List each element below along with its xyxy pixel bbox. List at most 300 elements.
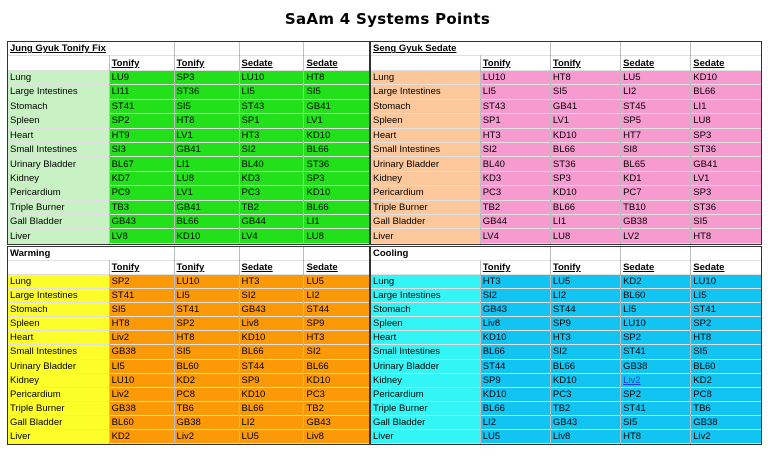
organ-label: Small Intestines (8, 345, 109, 359)
points-table (371, 42, 761, 244)
point-cell: KD2 (621, 275, 691, 289)
column-header: Tonify (550, 56, 620, 70)
point-cell: TB6 (691, 401, 761, 415)
blank-cell (371, 261, 480, 275)
organ-label: Pericardium (8, 186, 109, 200)
organ-label: Gall Bladder (8, 415, 109, 429)
column-header-row (371, 261, 761, 275)
point-cell: BL40 (480, 157, 550, 171)
point-cell: GB38 (621, 215, 691, 229)
table-row (371, 387, 761, 401)
point-cell: SP9 (304, 317, 369, 331)
point-cell: KD7 (109, 171, 174, 185)
section-jung-gyuk-tonify-fix (7, 41, 370, 245)
point-cell: KD10 (480, 331, 550, 345)
point-cell: SP3 (174, 70, 239, 84)
point-cell: KD2 (174, 373, 239, 387)
point-cell: GB43 (304, 415, 369, 429)
point-cell: LI2 (550, 289, 620, 303)
point-cell: LV8 (109, 229, 174, 244)
point-cell: SP2 (174, 317, 239, 331)
point-cell: BL66 (691, 85, 761, 99)
point-cell: BL66 (304, 200, 369, 214)
point-cell: BL67 (109, 157, 174, 171)
point-cell: KD3 (480, 171, 550, 185)
point-cell: BL66 (174, 215, 239, 229)
point-cell: TB6 (174, 401, 239, 415)
table-row (371, 171, 761, 185)
point-cell: Liv8 (304, 429, 369, 443)
column-header: Sedate (621, 56, 691, 70)
organ-label: Spleen (8, 317, 109, 331)
point-cell: SI8 (621, 142, 691, 156)
section-title: Jung Gyuk Tonify Fix (8, 42, 174, 56)
point-cell: PC9 (109, 186, 174, 200)
table-row (8, 289, 369, 303)
blank-cell (550, 247, 620, 261)
point-cell: SP1 (480, 114, 550, 128)
organ-label: Lung (371, 70, 480, 84)
point-link[interactable]: Liv2 (623, 374, 641, 386)
blank-cell (371, 56, 480, 70)
organ-label: Large Intestines (8, 85, 109, 99)
table-row (8, 142, 369, 156)
point-cell: GB38 (174, 415, 239, 429)
organ-label: Heart (371, 128, 480, 142)
point-cell: HT7 (621, 128, 691, 142)
point-cell: LU5 (621, 70, 691, 84)
point-cell: PC3 (239, 186, 304, 200)
table-row (371, 401, 761, 415)
point-cell: LI2 (480, 415, 550, 429)
table-row (371, 303, 761, 317)
table-row (371, 186, 761, 200)
point-cell: LI1 (304, 215, 369, 229)
table-row (371, 85, 761, 99)
point-cell: KD3 (239, 171, 304, 185)
organ-label: Kidney (371, 373, 480, 387)
table-row (8, 229, 369, 244)
point-cell: LU8 (691, 114, 761, 128)
organ-label: Urinary Bladder (371, 359, 480, 373)
point-cell: ST41 (109, 289, 174, 303)
point-cell: SI2 (239, 289, 304, 303)
organ-label: Liver (371, 429, 480, 443)
column-header: Tonify (109, 261, 174, 275)
point-cell: SP2 (109, 275, 174, 289)
point-cell: LV1 (304, 114, 369, 128)
table-row (371, 229, 761, 244)
point-cell: SI2 (480, 142, 550, 156)
point-cell: BL66 (550, 359, 620, 373)
organ-label: Stomach (371, 99, 480, 113)
point-cell: SI5 (174, 345, 239, 359)
point-cell: SP2 (691, 317, 761, 331)
point-cell: SP5 (621, 114, 691, 128)
point-cell: TB3 (109, 200, 174, 214)
column-header: Sedate (621, 261, 691, 275)
point-cell: GB38 (691, 415, 761, 429)
point-cell: Liv2 (109, 387, 174, 401)
table-row (8, 215, 369, 229)
point-cell: GB38 (109, 345, 174, 359)
point-cell: ST36 (174, 85, 239, 99)
point-cell: LV1 (691, 171, 761, 185)
blank-cell (174, 42, 239, 56)
table-row (8, 114, 369, 128)
column-header-row (371, 56, 761, 70)
blank-cell (239, 42, 304, 56)
organ-label: Gall Bladder (371, 215, 480, 229)
organ-label: Large Intestines (8, 289, 109, 303)
point-cell: SI3 (109, 142, 174, 156)
point-cell: HT8 (691, 331, 761, 345)
table-row (371, 275, 761, 289)
point-cell: TB2 (480, 200, 550, 214)
point-cell: KD2 (109, 429, 174, 443)
point-cell: HT8 (550, 70, 620, 84)
point-cell: HT8 (304, 70, 369, 84)
table-row (8, 70, 369, 84)
organ-label: Gall Bladder (371, 415, 480, 429)
blank-cell (304, 247, 369, 261)
organ-label: Small Intestines (371, 142, 480, 156)
table-row (8, 85, 369, 99)
table-row (8, 99, 369, 113)
point-cell: ST36 (550, 157, 620, 171)
point-cell: HT3 (480, 275, 550, 289)
point-cell: HT8 (174, 331, 239, 345)
point-cell: PC3 (480, 186, 550, 200)
organ-label: Stomach (8, 99, 109, 113)
column-header: Sedate (239, 56, 304, 70)
point-cell: KD2 (691, 373, 761, 387)
point-cell: Liv2 (691, 429, 761, 443)
blank-cell (621, 247, 691, 261)
point-cell: GB44 (239, 215, 304, 229)
point-cell: Liv8 (480, 317, 550, 331)
point-cell: BL60 (691, 359, 761, 373)
point-cell: ST44 (480, 359, 550, 373)
table-row (371, 373, 761, 387)
section-seng-gyuk-sedate (370, 41, 762, 245)
blank-cell (550, 42, 620, 56)
organ-label: Lung (371, 275, 480, 289)
organ-label: Pericardium (371, 186, 480, 200)
point-cell: HT3 (304, 331, 369, 345)
point-cell: BL60 (174, 359, 239, 373)
column-header: Tonify (480, 261, 550, 275)
point-cell: Liv8 (239, 317, 304, 331)
organ-label: Triple Burner (8, 200, 109, 214)
point-cell: GB43 (109, 215, 174, 229)
organ-label: Kidney (8, 171, 109, 185)
point-cell: SP3 (550, 171, 620, 185)
point-cell: ST45 (621, 99, 691, 113)
point-cell: LI5 (480, 85, 550, 99)
point-cell: LI5 (109, 359, 174, 373)
point-cell: ST36 (304, 157, 369, 171)
point-cell: Liv8 (550, 429, 620, 443)
column-header: Sedate (304, 56, 369, 70)
point-cell: LU8 (174, 171, 239, 185)
section-title-row (371, 247, 761, 261)
point-cell: SP9 (480, 373, 550, 387)
organ-label: Small Intestines (371, 345, 480, 359)
point-cell: KD10 (550, 128, 620, 142)
point-cell: BL40 (239, 157, 304, 171)
point-cell: LV4 (239, 229, 304, 244)
point-cell: LI2 (239, 415, 304, 429)
point-cell: LV1 (550, 114, 620, 128)
point-cell: TB10 (621, 200, 691, 214)
point-cell: GB41 (691, 157, 761, 171)
organ-label: Large Intestines (371, 85, 480, 99)
point-cell: TB2 (304, 401, 369, 415)
point-cell: LI5 (174, 289, 239, 303)
point-cell: ST36 (691, 200, 761, 214)
point-cell: SP2 (621, 331, 691, 345)
point-cell: SI2 (239, 142, 304, 156)
table-row (371, 317, 761, 331)
blank-cell (8, 56, 109, 70)
point-cell: LI2 (304, 289, 369, 303)
section-title-row (371, 42, 761, 56)
organ-label: Spleen (371, 317, 480, 331)
column-header-row (8, 261, 369, 275)
table-row (371, 289, 761, 303)
table-row (371, 128, 761, 142)
point-cell: SI5 (691, 215, 761, 229)
point-cell: LI1 (691, 99, 761, 113)
table-row (8, 401, 369, 415)
point-cell: Liv2 (109, 331, 174, 345)
organ-label: Pericardium (8, 387, 109, 401)
point-cell: BL66 (480, 345, 550, 359)
point-cell: SI2 (550, 345, 620, 359)
point-cell: HT8 (109, 317, 174, 331)
point-cell: SP1 (239, 114, 304, 128)
page-title: SaAm 4 Systems Points (284, 10, 491, 28)
blank-cell (239, 247, 304, 261)
column-header: Tonify (109, 56, 174, 70)
point-cell: KD10 (304, 128, 369, 142)
section-warming (7, 246, 370, 445)
point-cell: KD10 (550, 373, 620, 387)
point-cell: BL66 (304, 142, 369, 156)
point-cell: BL66 (550, 142, 620, 156)
column-header: Tonify (174, 56, 239, 70)
section-title: Seng Gyuk Sedate (371, 42, 550, 56)
point-cell: LU5 (480, 429, 550, 443)
organ-label: Heart (8, 128, 109, 142)
table-row (371, 345, 761, 359)
table-row (371, 157, 761, 171)
point-cell: PC3 (550, 387, 620, 401)
point-cell: LU10 (109, 373, 174, 387)
point-cell: PC3 (304, 387, 369, 401)
organ-label: Liver (8, 429, 109, 443)
column-header: Sedate (691, 261, 761, 275)
table-row (8, 303, 369, 317)
table-row (371, 215, 761, 229)
table-row (8, 186, 369, 200)
table-row (371, 99, 761, 113)
table-row (371, 200, 761, 214)
table-row (8, 331, 369, 345)
point-cell: LU10 (621, 317, 691, 331)
organ-label: Triple Burner (371, 200, 480, 214)
point-cell: LI2 (621, 85, 691, 99)
point-cell: Liv2 (174, 429, 239, 443)
point-cell: SP2 (109, 114, 174, 128)
point-cell: KD10 (304, 186, 369, 200)
table-row (8, 429, 369, 443)
organ-label: Urinary Bladder (371, 157, 480, 171)
point-cell: SI2 (304, 345, 369, 359)
point-cell: LV4 (480, 229, 550, 244)
column-header: Sedate (304, 261, 369, 275)
table-row (8, 387, 369, 401)
point-cell: KD10 (304, 373, 369, 387)
column-header: Sedate (239, 261, 304, 275)
point-cell: LU10 (480, 70, 550, 84)
point-cell: TB2 (550, 401, 620, 415)
point-cell: LI5 (691, 289, 761, 303)
point-cell: SI2 (480, 289, 550, 303)
point-cell: HT3 (239, 128, 304, 142)
table-row (371, 359, 761, 373)
table-row (8, 373, 369, 387)
table-row (8, 157, 369, 171)
point-cell: HT8 (691, 229, 761, 244)
table-row (8, 359, 369, 373)
organ-label: Spleen (371, 114, 480, 128)
point-cell: LI1 (174, 157, 239, 171)
organ-label: Small Intestines (8, 142, 109, 156)
point-cell: LV1 (174, 186, 239, 200)
point-cell: BL66 (239, 401, 304, 415)
blank-cell (8, 261, 109, 275)
organ-label: Large Intestines (371, 289, 480, 303)
point-cell: LU8 (550, 229, 620, 244)
point-cell: SI5 (304, 85, 369, 99)
organ-label: Kidney (371, 171, 480, 185)
point-cell: HT3 (239, 275, 304, 289)
organ-label: Kidney (8, 373, 109, 387)
point-cell: GB41 (174, 200, 239, 214)
organ-label: Liver (371, 229, 480, 244)
point-cell: KD10 (239, 331, 304, 345)
table-row (371, 142, 761, 156)
point-cell: SI5 (109, 303, 174, 317)
table-row (8, 345, 369, 359)
point-cell: KD10 (480, 387, 550, 401)
point-cell: BL60 (621, 289, 691, 303)
point-cell: KD10 (239, 387, 304, 401)
point-cell: BL66 (239, 345, 304, 359)
point-cell: SP9 (239, 373, 304, 387)
point-cell: SP3 (691, 128, 761, 142)
point-cell: LV1 (174, 128, 239, 142)
organ-label: Lung (8, 70, 109, 84)
point-cell: LU10 (239, 70, 304, 84)
point-cell: KD10 (550, 186, 620, 200)
point-cell: GB43 (480, 303, 550, 317)
column-header-row (8, 56, 369, 70)
point-cell: HT9 (109, 128, 174, 142)
blank-cell (174, 247, 239, 261)
point-cell: KD10 (174, 229, 239, 244)
table-row (371, 114, 761, 128)
point-cell: ST41 (621, 345, 691, 359)
point-cell: LU8 (304, 229, 369, 244)
point-cell: LU9 (109, 70, 174, 84)
point-cell: GB44 (480, 215, 550, 229)
point-cell: ST44 (304, 303, 369, 317)
point-cell: LI5 (621, 303, 691, 317)
point-cell: GB38 (109, 401, 174, 415)
point-cell: SI5 (550, 85, 620, 99)
organ-label: Spleen (8, 114, 109, 128)
table-row (8, 128, 369, 142)
blank-cell (304, 42, 369, 56)
table-row (371, 429, 761, 443)
point-cell: LI5 (239, 85, 304, 99)
organ-label: Stomach (8, 303, 109, 317)
table-row (8, 171, 369, 185)
point-cell: ST43 (239, 99, 304, 113)
table-row (8, 415, 369, 429)
point-cell: HT3 (550, 331, 620, 345)
point-cell: SI5 (691, 345, 761, 359)
points-table (8, 247, 369, 444)
point-cell: GB43 (239, 303, 304, 317)
points-table (371, 247, 761, 444)
point-cell: BL66 (304, 359, 369, 373)
point-cell: LV2 (621, 229, 691, 244)
point-cell: SP2 (621, 387, 691, 401)
organ-label: Pericardium (371, 387, 480, 401)
point-cell: SI5 (174, 99, 239, 113)
organ-label: Triple Burner (8, 401, 109, 415)
organ-label: Triple Burner (371, 401, 480, 415)
table-row (371, 70, 761, 84)
section-title: Cooling (371, 247, 550, 261)
table-row (8, 317, 369, 331)
organ-label: Lung (8, 275, 109, 289)
point-cell: LU5 (304, 275, 369, 289)
point-cell (621, 373, 691, 387)
point-cell: KD1 (621, 171, 691, 185)
point-cell: PC7 (621, 186, 691, 200)
point-cell: ST41 (109, 99, 174, 113)
organ-label: Stomach (371, 303, 480, 317)
point-cell: ST44 (239, 359, 304, 373)
blank-cell (691, 247, 761, 261)
point-cell: LU10 (691, 275, 761, 289)
organ-label: Heart (371, 331, 480, 345)
point-cell: SP9 (550, 317, 620, 331)
point-cell: PC8 (691, 387, 761, 401)
section-title-row (8, 247, 369, 261)
point-cell: SP3 (691, 186, 761, 200)
point-cell: ST36 (691, 142, 761, 156)
point-cell: LI1 (550, 215, 620, 229)
point-cell: LU5 (239, 429, 304, 443)
point-cell: ST41 (621, 401, 691, 415)
points-table (8, 42, 369, 244)
